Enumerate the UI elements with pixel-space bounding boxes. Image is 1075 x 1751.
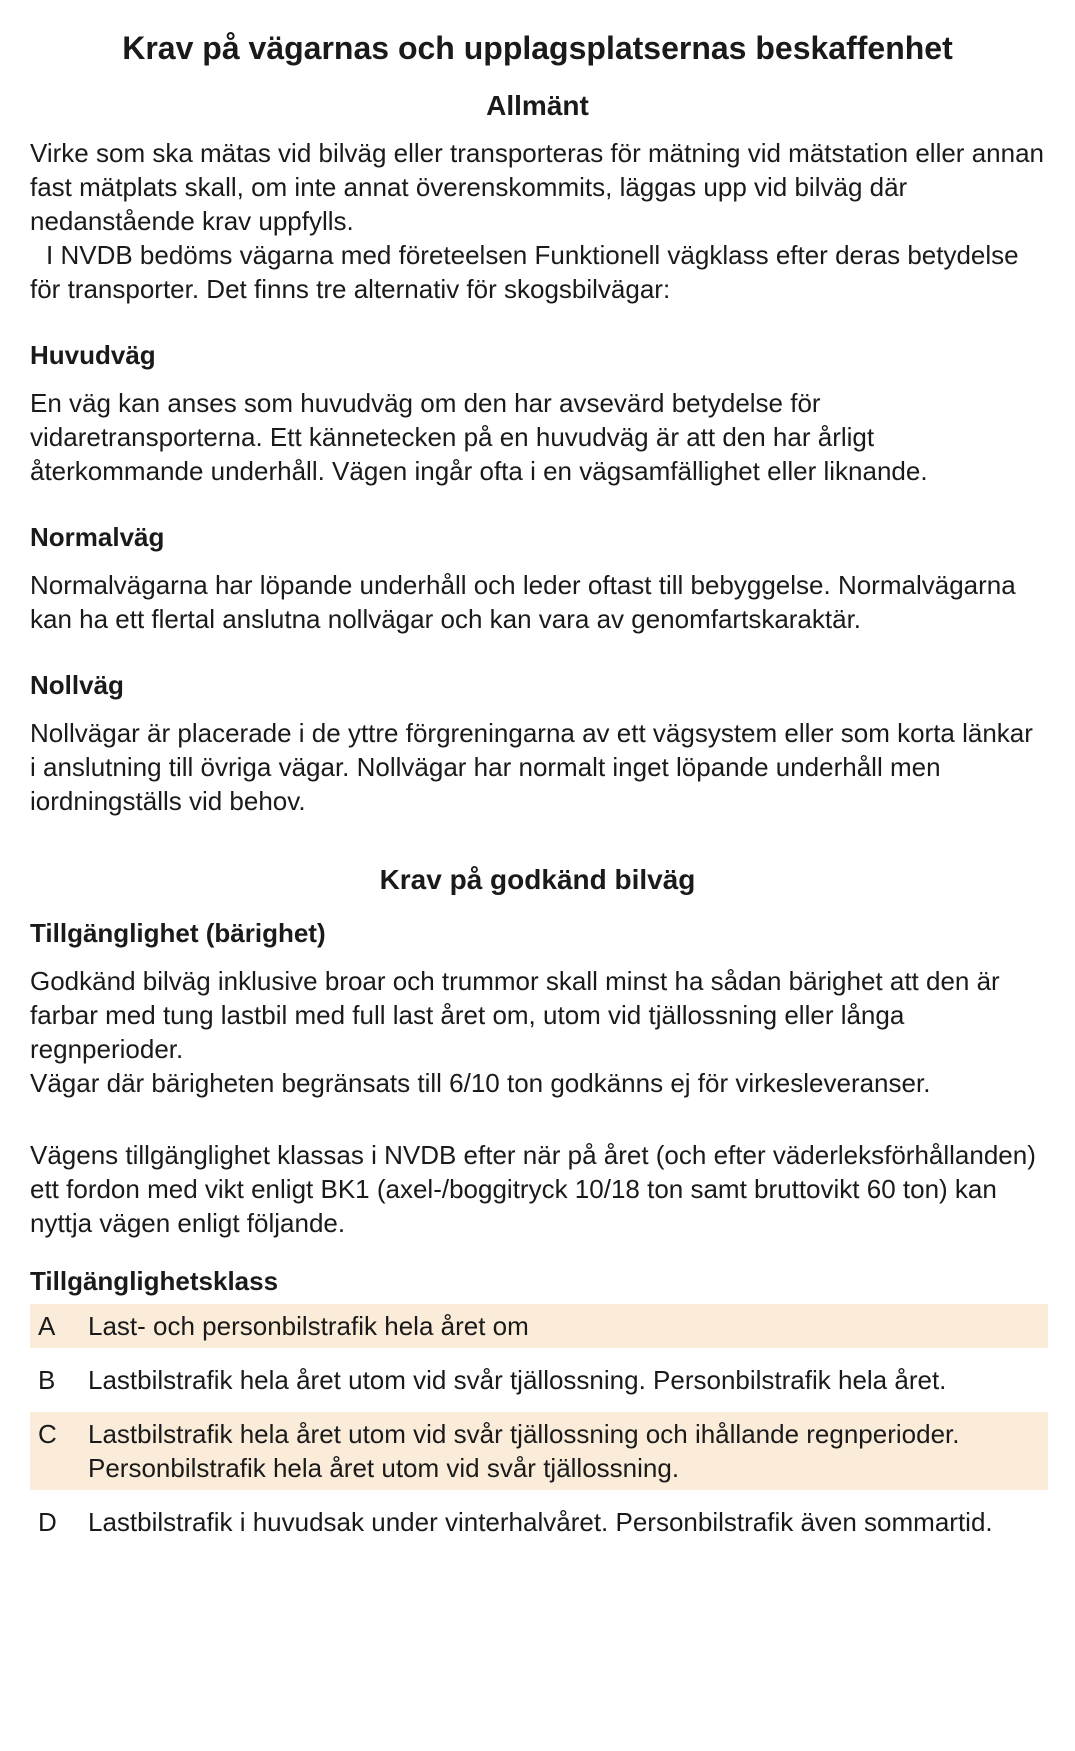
allmant-paragraph-2: I NVDB bedöms vägarna med företeelsen Funktionell vägklass efter deras betydelse för transporter. Det finns tre alternativ för skogsbilvägar:	[30, 240, 1019, 304]
klass-description: Lastbilstrafik hela året utom vid svår tjällossning. Personbilstrafik hela året.	[88, 1365, 947, 1395]
klass-description: Lastbilstrafik i huvudsak under vinterhalvåret. Personbilstrafik även sommartid.	[88, 1507, 993, 1537]
godkand-paragraph-1: Godkänd bilväg inklusive broar och trummor skall minst ha sådan bärighet att den är farbar med tung lastbil med full last året om, utom vid tjällossning eller långa regnperioder.	[30, 966, 1000, 1064]
godkand-paragraph-3: Vägens tillgänglighet klassas i NVDB efter när på året (och efter väderleksförhållanden) ett fordon med vikt enligt BK1 (axel-/boggitryck 10/18 ton samt bruttovikt 60 ton) kan nyttja vägen enligt följande.	[30, 1140, 1036, 1238]
klass-row-a	[30, 1304, 1048, 1348]
klass-row-c	[30, 1412, 1048, 1490]
klass-row-b	[30, 1358, 1048, 1402]
subheading-tillganglighet: Tillgänglighet (bärighet)	[30, 918, 326, 948]
klass-description: Last- och personbilstrafik hela året om	[88, 1311, 529, 1341]
page-title: Krav på vägarnas och upplagsplatsernas beskaffenhet	[122, 30, 953, 66]
godkand-paragraph-2: Vägar där bärigheten begränsats till 6/10 ton godkänns ej för virkesleveranser.	[30, 1068, 931, 1098]
klass-letter: A	[38, 1311, 56, 1341]
section-heading-godkand: Krav på godkänd bilväg	[379, 864, 696, 895]
subheading-nollvag: Nollväg	[30, 670, 124, 700]
subheading-tillganglighetsklass: Tillgänglighetsklass	[30, 1266, 279, 1296]
klass-letter: B	[38, 1365, 56, 1395]
klass-description: Lastbilstrafik hela året utom vid svår tjällossning och ihållande regnperioder. Personbilstrafik hela året utom vid svår tjällossning.	[88, 1419, 960, 1483]
klass-letter: D	[38, 1507, 57, 1537]
klass-letter: C	[38, 1419, 57, 1449]
allmant-paragraph-1: Virke som ska mätas vid bilväg eller transporteras för mätning vid mätstation eller annan fast mätplats skall, om inte annat överenskommits, läggas upp vid bilväg där nedanstående krav uppfylls.	[30, 138, 1044, 236]
huvudvag-text: En väg kan anses som huvudväg om den har avsevärd betydelse för vidaretransporterna. Ett kännetecken på en huvudväg är att den har årligt återkommande underhåll. Vägen ingår ofta i en vägsamfällighet eller liknande.	[30, 388, 928, 486]
normalvag-text: Normalvägarna har löpande underhåll och leder oftast till bebyggelse. Normalvägarna kan ha ett flertal anslutna nollvägar och kan vara av genomfartskaraktär.	[30, 570, 1016, 634]
tillganglighetsklass-table	[30, 1304, 1048, 1544]
subheading-huvudvag: Huvudväg	[30, 340, 156, 370]
section-heading-allmant: Allmänt	[486, 90, 589, 121]
nollvag-text: Nollvägar är placerade i de yttre förgreningarna av ett vägsystem eller som korta länkar i anslutning till övriga vägar. Nollvägar har normalt inget löpande underhåll men iordningställs vid behov.	[30, 718, 1033, 816]
klass-row-d	[30, 1500, 1048, 1544]
subheading-normalvag: Normalväg	[30, 522, 165, 552]
